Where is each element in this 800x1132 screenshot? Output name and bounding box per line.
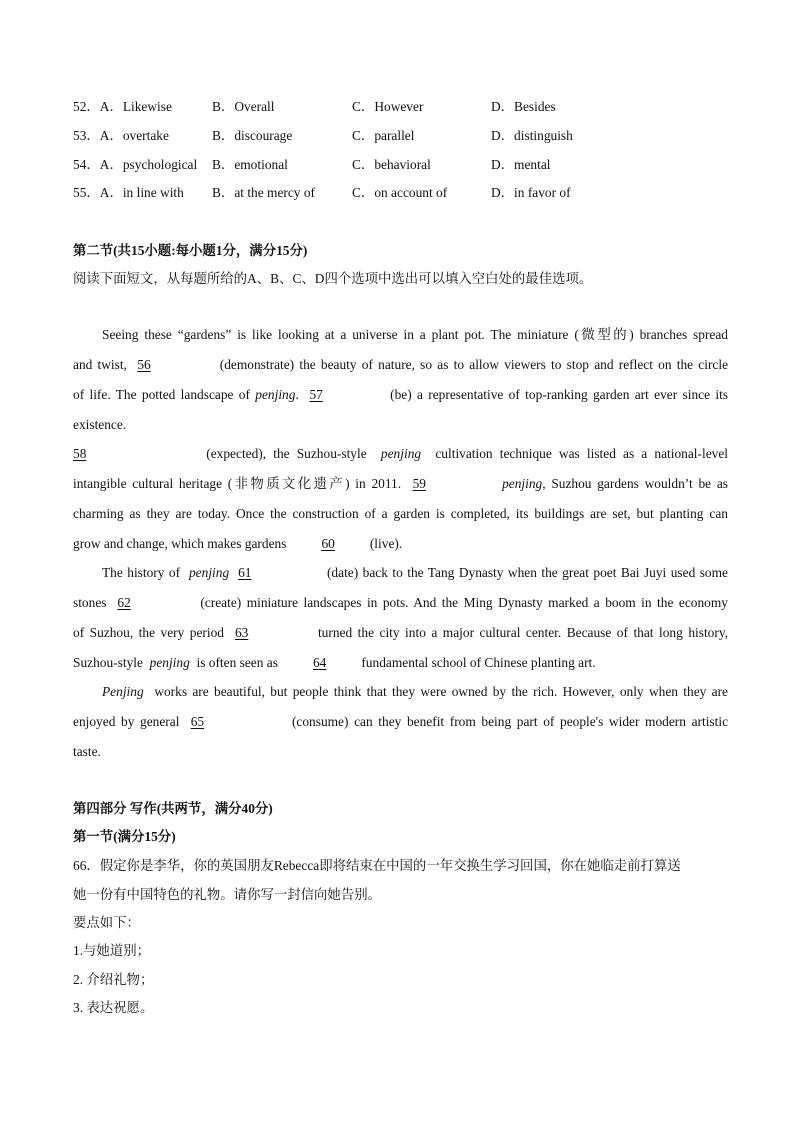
part-heading: 第四部分 写作(共两节，满分40分) — [73, 801, 273, 816]
option-d: D．distinguish — [491, 128, 573, 143]
option-c: C．However — [352, 99, 424, 114]
blank-65[interactable]: 65 — [190, 714, 205, 729]
option-b: B．at the mercy of — [212, 185, 315, 200]
option-row-52 — [73, 97, 733, 117]
blank-62[interactable]: 62 — [117, 595, 131, 610]
blank-63[interactable]: 63 — [234, 625, 249, 640]
option-d: D．in favor of — [491, 185, 571, 200]
passage-line: and twist, 56 (demonstrate) the beauty of nature, so as to allow viewers to stop and reflect on the circle — [73, 355, 728, 375]
point-2: 2. 介绍礼物； — [73, 972, 154, 987]
passage-line: Penjing works are beautiful, but people think that they were owned by the rich. However, only when they are — [102, 684, 729, 699]
points-title: 要点如下： — [73, 915, 140, 930]
passage-line: stones 62 (create) miniature landscapes in pots. And the Ming Dynasty marked a boom in the economy — [73, 593, 728, 613]
option-c: C．on account of — [352, 185, 448, 200]
blank-58[interactable]: 58 — [73, 446, 87, 461]
option-a: 52．A．Likewise — [73, 99, 172, 114]
subsection-heading: 第一节(满分15分) — [73, 829, 176, 844]
passage-line: intangible cultural heritage (非物质文化遗产) in 2011. 59 penjing, Suzhou gardens wouldn’t be as — [73, 474, 728, 494]
option-c: C．behavioral — [352, 157, 431, 172]
option-row-55 — [73, 183, 733, 203]
passage-line: 58 (expected), the Suzhou-style penjing cultivation technique was listed as a national-level — [73, 444, 728, 464]
option-a: 55．A．in line with — [73, 185, 184, 200]
passage-line: Suzhou-style penjing is often seen as 64 fundamental school of Chinese planting art. — [73, 653, 728, 673]
blank-64[interactable]: 64 — [312, 655, 327, 670]
option-d: D．mental — [491, 157, 551, 172]
passage-line: enjoyed by general 65 (consume) can they benefit from being part of people's wider modern artistic — [73, 712, 728, 732]
blank-56[interactable]: 56 — [137, 357, 151, 372]
passage-line: existence. — [73, 417, 127, 432]
option-row-54 — [73, 155, 733, 175]
point-1: 1.与她道别； — [73, 943, 150, 958]
blank-57[interactable]: 57 — [309, 387, 323, 402]
option-c: C．parallel — [352, 128, 415, 143]
option-b: B．emotional — [212, 157, 288, 172]
section-instruction: 阅读下面短文，从每题所给的A、B、C、D四个选项中选出可以填入空白处的最佳选项。 — [73, 271, 593, 286]
option-a: 54．A．psychological — [73, 157, 198, 172]
passage-line: of life. The potted landscape of penjing. 57 (be) a representative of top-ranking garden art ever since its — [73, 385, 728, 405]
option-a: 53．A．overtake — [73, 128, 169, 143]
option-row-53 — [73, 126, 733, 146]
passage-line: The history of penjing 61 (date) back to the Tang Dynasty when the great poet Bai Juyi used some — [73, 563, 728, 583]
blank-60[interactable]: 60 — [321, 536, 335, 551]
question-66-cont: 她一份有中国特色的礼物。请你写一封信向她告别。 — [73, 887, 381, 902]
point-3: 3. 表达祝愿。 — [73, 1000, 154, 1015]
question-66: 66．假定你是李华，你的英国朋友Rebecca即将结束在中国的一年交换生学习回国，你在她临走前打算送 — [73, 858, 681, 873]
passage-line: of Suzhou, the very period 63 turned the city into a major cultural center. Because of that long history, — [73, 623, 728, 643]
section-heading: 第二节(共15小题:每小题1分，满分15分) — [73, 243, 308, 258]
passage-line: Seeing these “gardens” is like looking at a universe in a plant pot. The miniature (微型的) branches spread — [102, 327, 728, 342]
option-d: D．Besides — [491, 99, 556, 114]
passage-line: grow and change, which makes gardens 60 (live). — [73, 534, 728, 554]
option-b: B．Overall — [212, 99, 275, 114]
option-b: B．discourage — [212, 128, 293, 143]
blank-59[interactable]: 59 — [412, 476, 426, 491]
blank-61[interactable]: 61 — [238, 565, 252, 580]
passage-line: taste. — [73, 744, 101, 759]
passage-line: charming as they are today. Once the construction of a garden is completed, its buildings are set, but planting can — [73, 506, 728, 521]
